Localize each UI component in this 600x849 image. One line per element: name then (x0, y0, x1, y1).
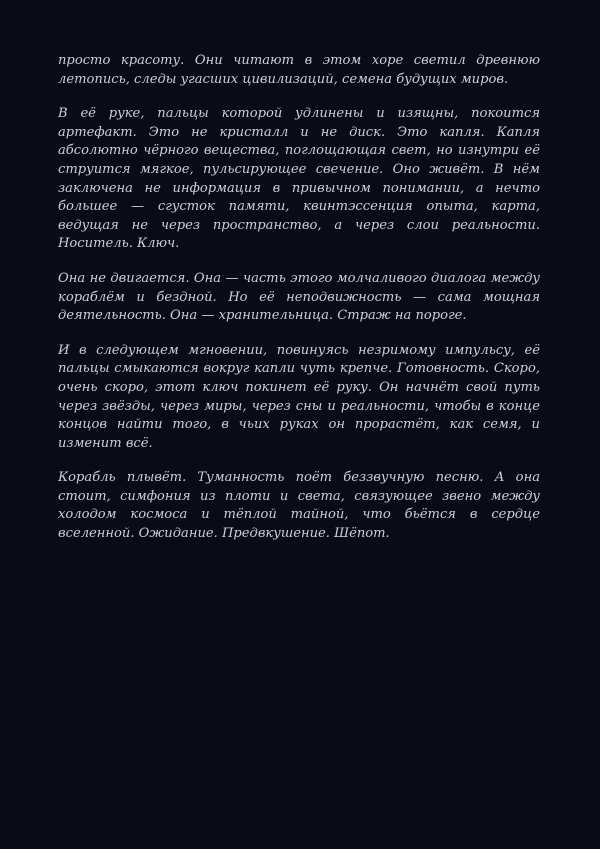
paragraph-4: И в следующем мгновении, повинуясь незримому импульсу, её пальцы смыкаются вокруг капли чуть крепче. Готовность. Скоро, очень скоро, этот ключ покинет её руку. Он начнёт свой путь через звёзды, через миры, через сны и реальности, чтобы в конце концов найти того, в чьих руках он прорастёт, как семя, и изменит всё. (58, 342, 540, 451)
paragraph-2: В её руке, пальцы которой удлинены и изящны, покоится артефакт. Это не кристалл и не диск. Это капля. Капля абсолютно чёрного вещества, поглощающая свет, но изнутри её струится мягкое, пульсирующее свечение. Оно живёт. В нём заключена не информация в привычном понимании, а нечто большее — сгусток памяти, квинтэссенция опыта, карта, ведущая не через пространство, а через слои реальности. Носитель. Ключ. (58, 106, 540, 252)
paragraph-1: просто красоту. Они читают в этом хоре светил древнюю летопись, следы угасших цивилизаций, семена будущих миров. (58, 53, 540, 87)
paragraph-5: Корабль плывёт. Туманность поёт беззвучную песню. А она стоит, симфония из плоти и света, связующее звено между холодом космоса и тёплой тайной, что бьётся в сердце вселенной. Ожидание. Предвкушение. Шёпот. (58, 470, 540, 542)
paragraph-3: Она не двигается. Она — часть этого молчаливого диалога между кораблём и бездной. Но её неподвижность — сама мощная деятельность. Она — хранительница. Страж на пороге. (58, 270, 540, 324)
document-page (58, 52, 540, 560)
